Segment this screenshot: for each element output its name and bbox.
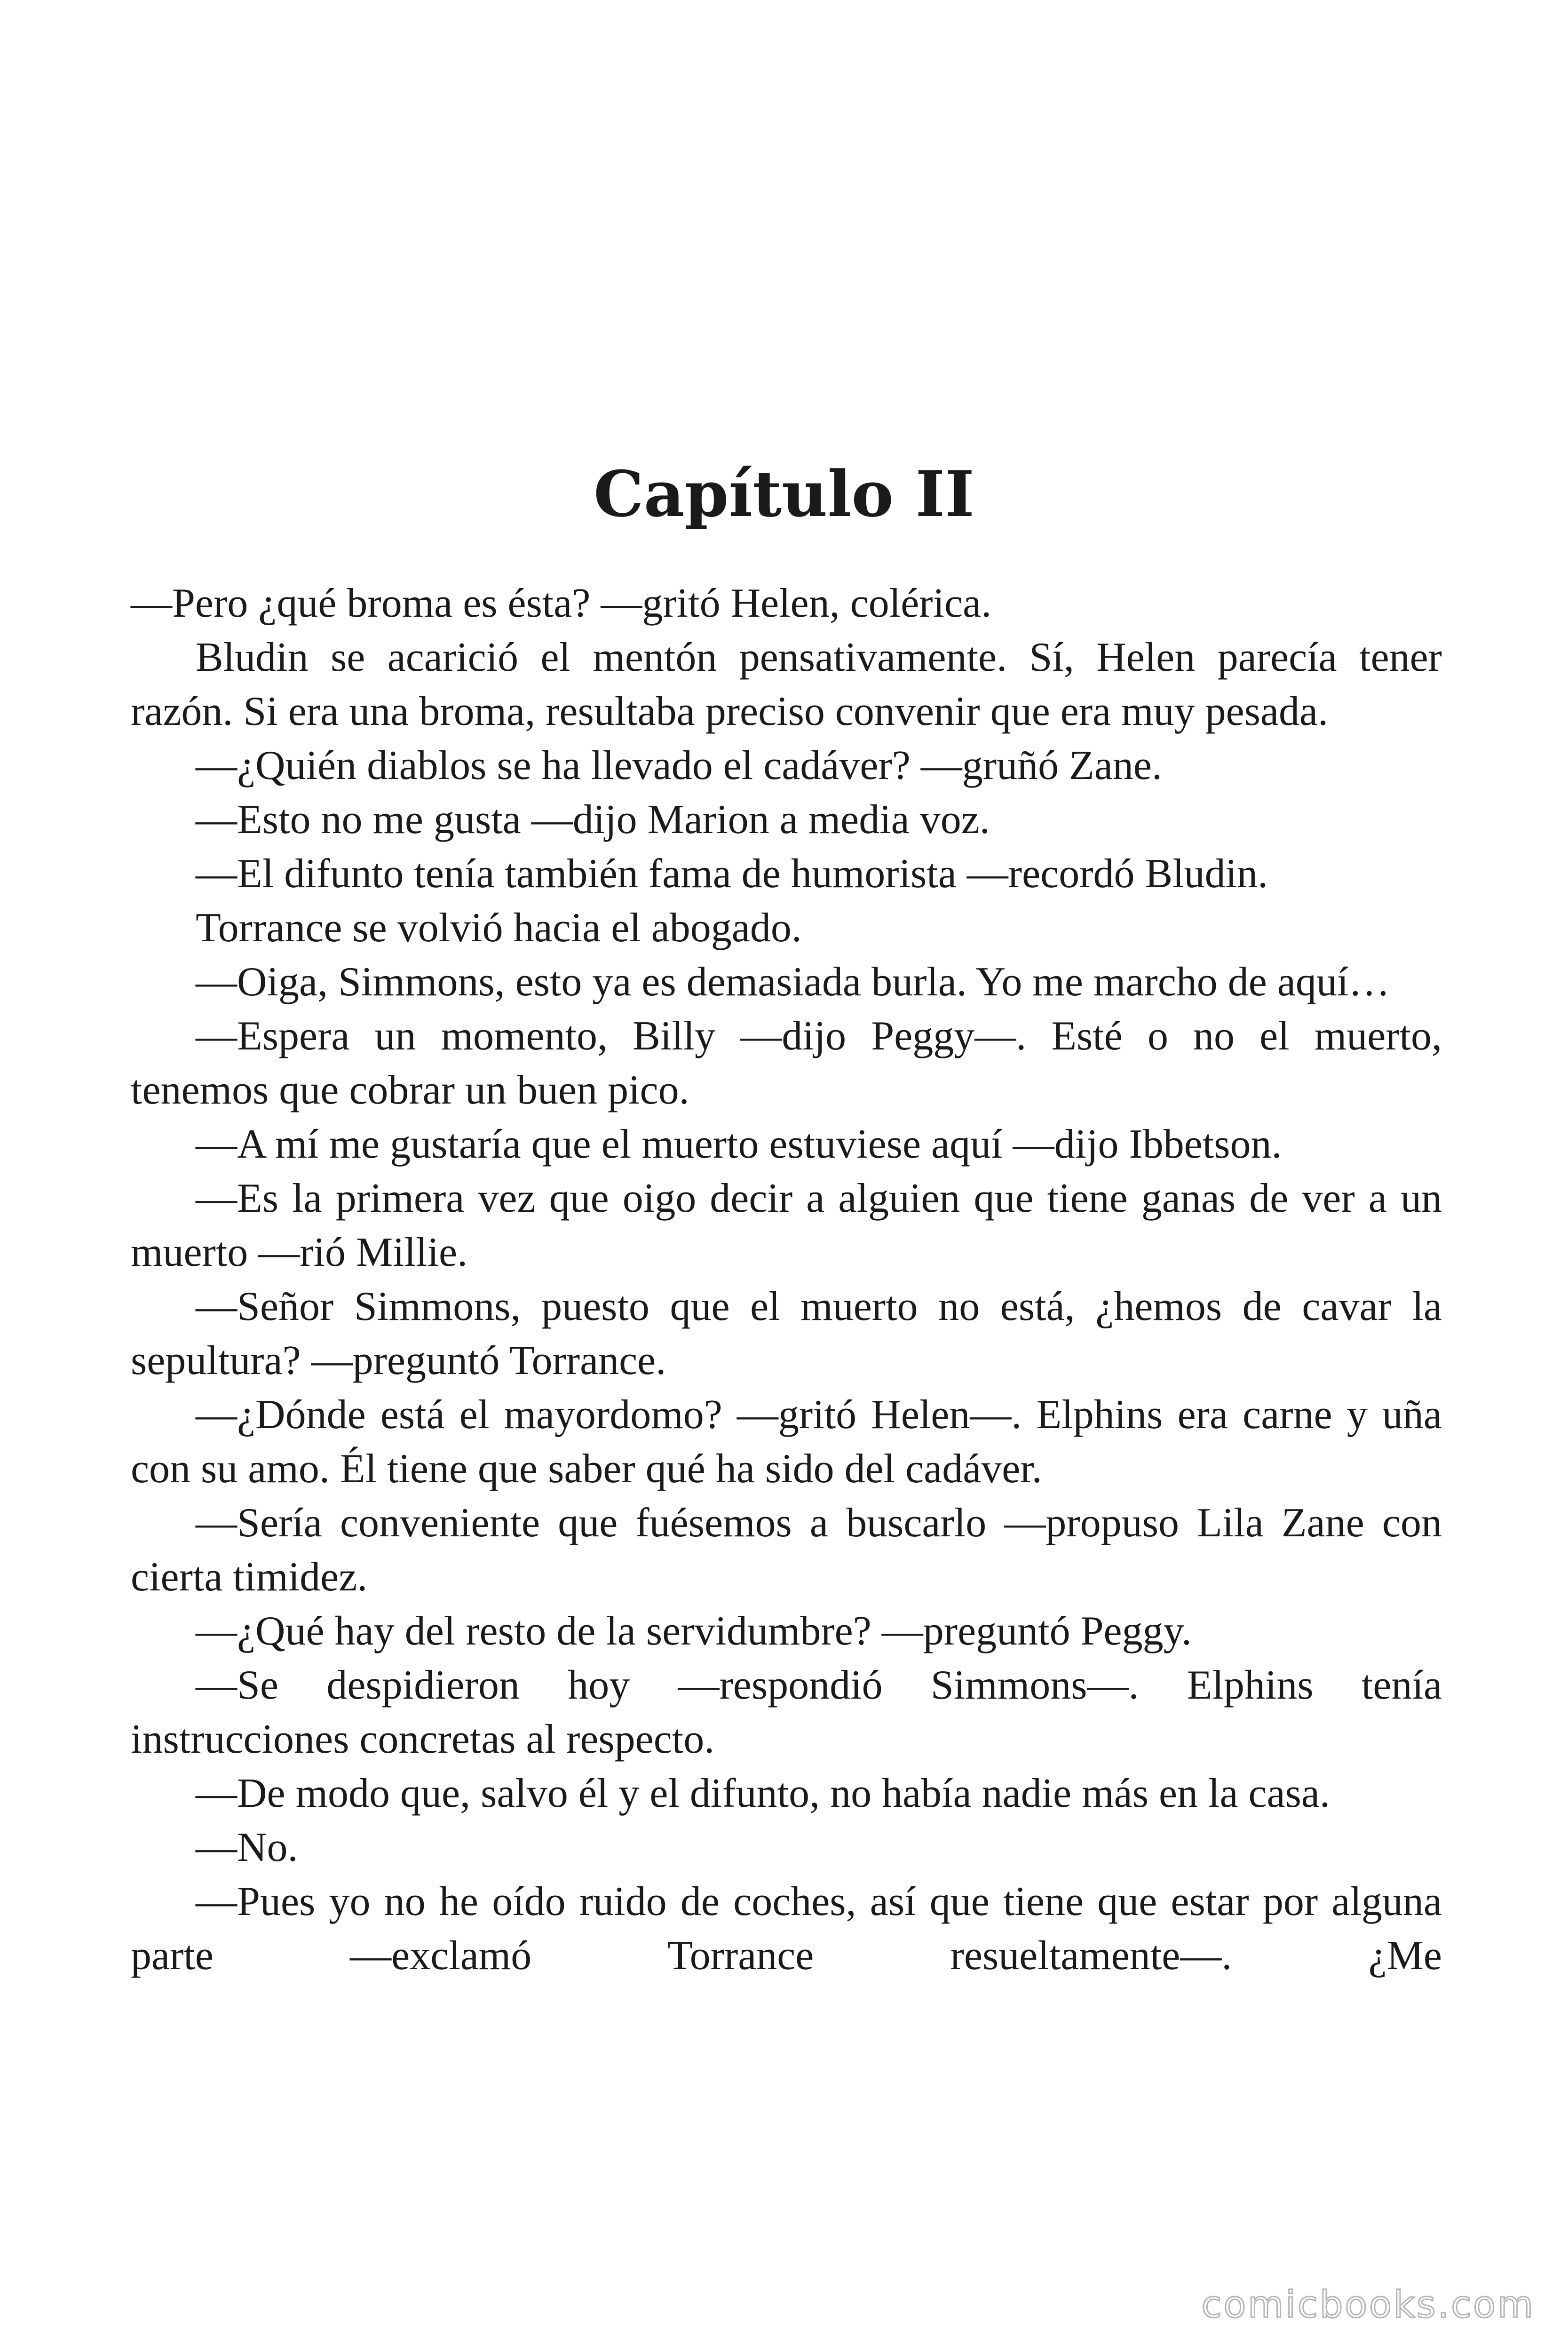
paragraph: —¿Qué hay del resto de la servidumbre? —preguntó Peggy. <box>196 1608 1192 1654</box>
paragraph: Torrance se volvió hacia el abogado. <box>196 905 802 951</box>
paragraph: —Esto no me gusta —dijo Marion a media voz. <box>196 797 990 842</box>
paragraph: —De modo que, salvo él y el difunto, no había nadie más en la casa. <box>196 1771 1330 1816</box>
paragraph: —Espera un momento, Billy —dijo Peggy—. Esté o no el muerto, tenemos que cobrar un buen pico. <box>131 1013 1442 1113</box>
watermark: comicbooks.com <box>1201 2284 1535 2326</box>
paragraph: —¿Quién diablos se ha llevado el cadáver? —gruñó Zane. <box>196 743 1162 788</box>
paragraph: —Sería conveniente que fuésemos a buscarlo —propuso Lila Zane con cierta timidez. <box>131 1500 1442 1600</box>
paragraph: —Se despidieron hoy —respondió Simmons—. Elphins tenía instrucciones concretas al respecto. <box>131 1662 1442 1762</box>
body-text <box>131 576 1442 1983</box>
paragraph: —Pues yo no he oído ruido de coches, así que tiene que estar por alguna parte —exclamó Torrance resueltamente—. ¿Me <box>131 1879 1442 1979</box>
paragraph: —El difunto tenía también fama de humorista —recordó Bludin. <box>196 851 1268 897</box>
paragraph: Bludin se acarició el mentón pensativamente. Sí, Helen parecía tener razón. Si era una broma, resultaba preciso convenir que era muy pesada. <box>131 635 1442 734</box>
paragraph: —Pero ¿qué broma es ésta? —gritó Helen, colérica. <box>131 580 992 626</box>
paragraph: —No. <box>196 1825 298 1870</box>
chapter-title: Capítulo II <box>594 457 974 531</box>
paragraph: —Señor Simmons, puesto que el muerto no está, ¿hemos de cavar la sepultura? —preguntó Torrance. <box>131 1284 1442 1383</box>
paragraph: —A mí me gustaría que el muerto estuviese aquí —dijo Ibbetson. <box>196 1121 1282 1167</box>
paragraph: —¿Dónde está el mayordomo? —gritó Helen—. Elphins era carne y uña con su amo. Él tiene que saber qué ha sido del cadáver. <box>131 1392 1442 1492</box>
paragraph: —Oiga, Simmons, esto ya es demasiada burla. Yo me marcho de aquí… <box>196 959 1390 1005</box>
paragraph: —Es la primera vez que oigo decir a alguien que tiene ganas de ver a un muerto —rió Millie. <box>131 1176 1442 1275</box>
